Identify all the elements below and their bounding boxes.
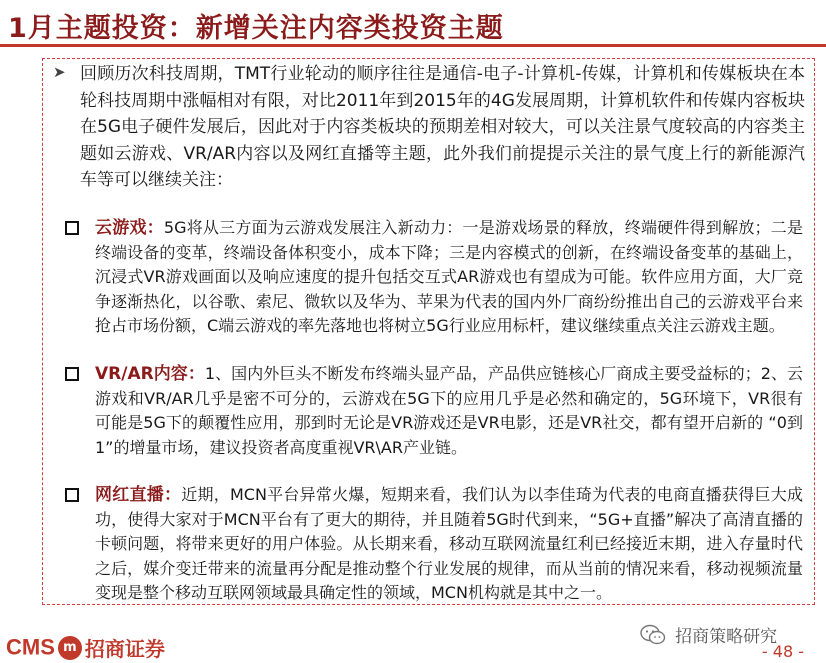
page-number: - 48 - (761, 642, 804, 661)
wechat-watermark (640, 622, 777, 647)
company-logo (6, 633, 165, 661)
page-title: 1月主题投资：新增关注内容类投资主题 (8, 13, 504, 44)
hollow-square-icon (65, 488, 79, 502)
section-heading: VR/AR内容： (95, 364, 205, 384)
section-text (95, 216, 803, 339)
logo-emblem-icon: m (58, 636, 82, 660)
section-live-streaming (65, 483, 805, 607)
intro-text: 回顾历次科技周期，TMT行业轮动的顺序往往是通信-电子-计算机-传媒，计算机和传媒板块在本轮科技周期中涨幅相对有限，对比2011年到2015年的4G发展周期，计算机软件和传媒内容板块在5G电子硬件发展后，因此对于内容类板块的预期差相对较大，可以关注景气度较高的内容类主题如云游戏、VR/AR内容以及网红直播等主题，此外我们前提提示关注的景气度上行的新能源汽车等可以继续关注： (80, 64, 805, 190)
title-underline (0, 44, 826, 47)
section-cloud-gaming (65, 216, 805, 340)
logo-latin: CMS (6, 634, 55, 660)
wechat-icon (640, 624, 666, 646)
title-bar (0, 0, 826, 46)
section-body: 近期，MCN平台异常火爆，短期来看，我们认为以李佳琦为代表的电商直播获得巨大成功，使得大家对于MCN平台有了更大的期待，并且随着5G时代到来，“5G+直播”解决了高清直播的卡顿问题，将带来更好的用户体验。从长期来看，移动互联网流量红利已经接近末期，进入存量时代之后，媒介变迁带来的流量再分配是推动整个行业发展的规律，而从当前的情况来看，移动视频流量变现是整个移动互联网领域最具确定性的领域，MCN机构就是其中之一。 (95, 485, 804, 602)
hollow-square-icon (65, 221, 79, 235)
section-body: 1、国内外巨头不断发布终端头显产品，产品供应链核心厂商成主要受益标的；2、云游戏和VR/AR几乎是密不可分的，云游戏在5G下的应用几乎是必然和确定的，5G环境下，VR很有可能是5G下的颠覆性应用，那到时无论是VR游戏还是VR电影，还是VR社交，都有望开启新的 “0到1”的增量市场，建议投资者高度重视VR\AR产业链。 (95, 364, 803, 457)
wechat-account-name: 招商策略研究 (675, 627, 778, 647)
content-box (42, 58, 815, 605)
section-text (95, 362, 803, 460)
section-vr-ar (65, 362, 805, 462)
section-body: 5G将从三方面为云游戏发展注入新动力：一是游戏场景的释放，终端硬件得到解放；二是终端设备的变革，终端设备体积变小，成本下降；三是内容模式的创新，在终端设备变革的基础上，沉浸式VR游戏画面以及响应速度的提升包括交互式AR游戏也有望成为可能。软件应用方面，大厂竞争逐渐热化，以谷歌、索尼、微软以及华为、苹果为代表的国内外厂商纷纷推出自己的云游戏平台来抢占市场份额，C端云游戏的率先落地也将树立5G行业应用标杆，建议继续重点关注云游戏主题。 (95, 218, 803, 335)
hollow-square-icon (65, 367, 79, 381)
arrow-bullet-icon: ➤ (53, 63, 66, 81)
logo-chinese: 招商证券 (84, 637, 165, 661)
section-heading: 云游戏： (95, 218, 164, 238)
section-heading: 网红直播： (95, 485, 182, 505)
section-text (95, 483, 803, 606)
footer (0, 612, 826, 663)
